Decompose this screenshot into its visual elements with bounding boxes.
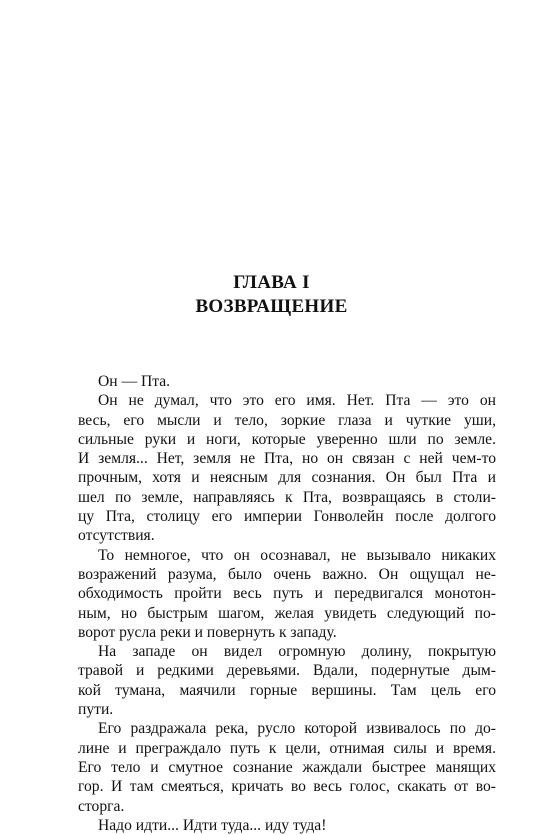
text-line: лине и преграждало путь к цели, отнимая силы и время. <box>78 739 496 757</box>
text-line: возражений разума, было очень важно. Он ощущал не- <box>78 565 496 583</box>
text-line: На западе он видел огромную долину, покрытую <box>98 643 496 661</box>
text-line: сильные руки и ноги, которые уверенно шли по земле. <box>78 430 496 448</box>
text-line: прочным, хотя и неясным для сознания. Он был Пта и <box>78 469 496 487</box>
text-line: весь, его мысли и тело, зоркие глаза и чуткие уши, <box>78 411 496 429</box>
paragraph <box>78 546 496 642</box>
text-line: И земля... Нет, земля не Пта, но он связан с ней чем-то <box>78 450 496 468</box>
text-line: цу Пта, столицу его империи Гонволейн после долгого <box>78 508 496 526</box>
text-line: То немногое, что он осознавал, не вызывало никаких <box>98 546 496 564</box>
text-line: Его тело и смутное сознание жаждали быстрее манящих <box>78 758 496 776</box>
text-line: ворот русла реки и повернуть к западу. <box>78 623 337 641</box>
text-line: обходимость пройти весь путь и передвигался монотон- <box>78 585 496 603</box>
text-line: Он не думал, что это его имя. Нет. Пта — это он <box>98 392 496 410</box>
text-line: пути. <box>78 701 114 719</box>
text-line: кой тумана, маячили горные вершины. Там цель его <box>78 681 496 699</box>
text-line: Надо идти... Идти туда... иду туда! <box>98 816 327 834</box>
chapter-body-text <box>78 372 496 835</box>
text-line: Он — Пта. <box>98 373 171 390</box>
paragraph <box>78 391 496 545</box>
paragraph <box>78 642 496 719</box>
chapter-number: ГЛАВА I <box>233 272 310 293</box>
paragraph <box>78 372 496 391</box>
chapter-heading <box>0 271 543 319</box>
paragraph <box>78 816 496 835</box>
text-line: шел по земле, направляясь к Пта, возвращаясь в столи- <box>78 488 496 506</box>
text-line: ным, но быстрым шагом, желая увидеть следующий по- <box>78 604 496 622</box>
text-line: травой и редкими деревьями. Вдали, подернутые дым- <box>78 662 496 680</box>
paragraph <box>78 719 496 815</box>
chapter-title: ВОЗВРАЩЕНИЕ <box>195 296 348 317</box>
text-line: сторга. <box>78 797 125 815</box>
text-line: отсутствия. <box>78 527 155 545</box>
text-line: Его раздражала река, русло которой извивалось по до- <box>98 720 496 738</box>
text-line: гор. И там смеяться, кричать во весь голос, скакать от во- <box>78 778 496 796</box>
